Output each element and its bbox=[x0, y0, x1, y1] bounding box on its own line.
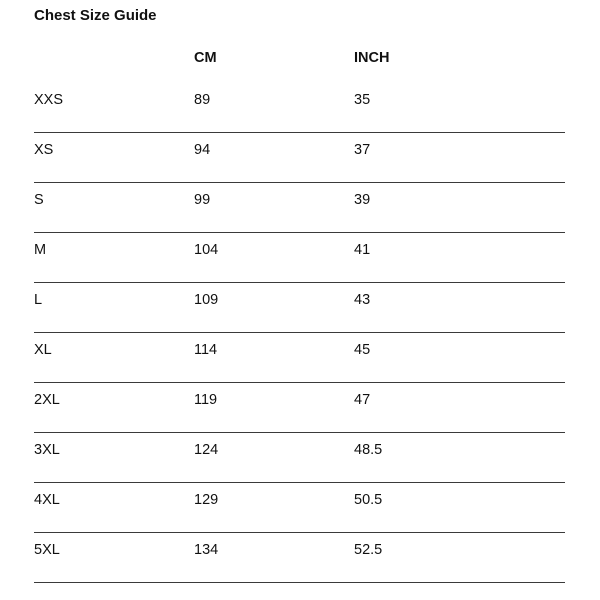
size-cell: 2XL bbox=[34, 392, 60, 408]
table-row bbox=[34, 283, 565, 333]
inch-cell: 47 bbox=[354, 392, 371, 408]
size-cell: S bbox=[34, 192, 44, 208]
cm-cell: 134 bbox=[194, 542, 219, 558]
cm-cell: 109 bbox=[194, 292, 219, 308]
size-cell: 4XL bbox=[34, 492, 60, 508]
inch-cell: 43 bbox=[354, 292, 371, 308]
inch-cell: 52.5 bbox=[354, 542, 383, 558]
size-cell: XXS bbox=[34, 92, 64, 108]
cm-cell: 104 bbox=[194, 242, 219, 258]
size-table bbox=[34, 33, 565, 583]
cm-cell: 119 bbox=[194, 392, 218, 408]
cm-cell: 129 bbox=[194, 492, 219, 508]
cm-cell: 94 bbox=[194, 142, 211, 158]
table-row bbox=[34, 183, 565, 233]
size-cell: M bbox=[34, 242, 47, 258]
table-row bbox=[34, 333, 565, 383]
size-cell: 3XL bbox=[34, 442, 60, 458]
table-row bbox=[34, 383, 565, 433]
cm-cell: 99 bbox=[194, 192, 211, 208]
header-cm: CM bbox=[194, 50, 217, 66]
table-row bbox=[34, 483, 565, 533]
header-inch: INCH bbox=[354, 50, 390, 66]
inch-cell: 35 bbox=[354, 92, 371, 108]
inch-cell: 50.5 bbox=[354, 492, 383, 508]
size-cell: XS bbox=[34, 142, 54, 158]
table-row bbox=[34, 83, 565, 133]
table-row bbox=[34, 233, 565, 283]
cm-cell: 114 bbox=[194, 342, 218, 358]
table-row bbox=[34, 133, 565, 183]
table-row bbox=[34, 533, 565, 583]
page-title: Chest Size Guide bbox=[34, 7, 157, 24]
inch-cell: 39 bbox=[354, 192, 371, 208]
inch-cell: 48.5 bbox=[354, 442, 383, 458]
table-row bbox=[34, 433, 565, 483]
inch-cell: 41 bbox=[354, 242, 371, 258]
table-header bbox=[34, 33, 565, 83]
cm-cell: 89 bbox=[194, 92, 211, 108]
inch-cell: 45 bbox=[354, 342, 371, 358]
inch-cell: 37 bbox=[354, 142, 371, 158]
size-cell: XL bbox=[34, 342, 52, 358]
size-cell: L bbox=[34, 292, 43, 308]
size-cell: 5XL bbox=[34, 542, 60, 558]
cm-cell: 124 bbox=[194, 442, 219, 458]
